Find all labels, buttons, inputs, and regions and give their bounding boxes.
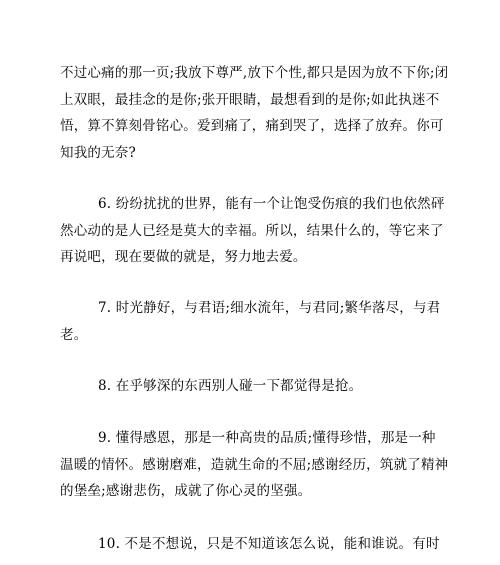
text-line: 温暖的情怀。感谢磨难，造就生命的不屈;感谢经历，筑就了精神 <box>60 456 449 473</box>
paragraph-5-continuation <box>60 60 449 166</box>
text-line: 6. 纷纷扰扰的世界，能有一个让饱受伤痕的我们也依然砰 <box>98 196 445 212</box>
text-line: 然心动的是人已经是莫大的幸福。所以，结果什么的，等它来了 <box>60 222 444 239</box>
text-line: 的堡垒;感谢悲伤，成就了你心灵的坚强。 <box>60 483 312 499</box>
text-line: 9. 懂得感恩，那是一种高贵的品质;懂得珍惜，那是一种 <box>98 430 436 446</box>
text-line: 8. 在乎够深的东西别人碰一下都觉得是抢。 <box>98 378 363 394</box>
text-line: 再说吧，现在要做的就是，努力地去爱。 <box>60 249 307 265</box>
text-line: 老。 <box>60 326 88 343</box>
paragraph-9 <box>60 425 449 505</box>
text-line: 悟，算不算刻骨铭心。爱到痛了，痛到哭了，选择了放弃。你可 <box>60 118 444 134</box>
paragraph-6 <box>60 191 446 271</box>
paragraph-10 <box>60 531 446 558</box>
text-line: 10. 不是不想说，只是不知道该怎么说，能和谁说。有时 <box>98 536 440 552</box>
text-line: 不过心痛的那一页;我放下尊严,放下个性,都只是因为放不下你;闭 <box>60 65 449 81</box>
text-line: 上双眼，最挂念的是你;张开眼睛，最想看到的是你;如此执迷不 <box>60 91 440 108</box>
text-line: 7. 时光静好，与君语;细水流年，与君同;繁华落尽，与君 <box>98 300 441 316</box>
paragraph-8 <box>60 373 446 400</box>
paragraph-7 <box>60 295 446 348</box>
text-line: 知我的无奈? <box>60 144 136 161</box>
